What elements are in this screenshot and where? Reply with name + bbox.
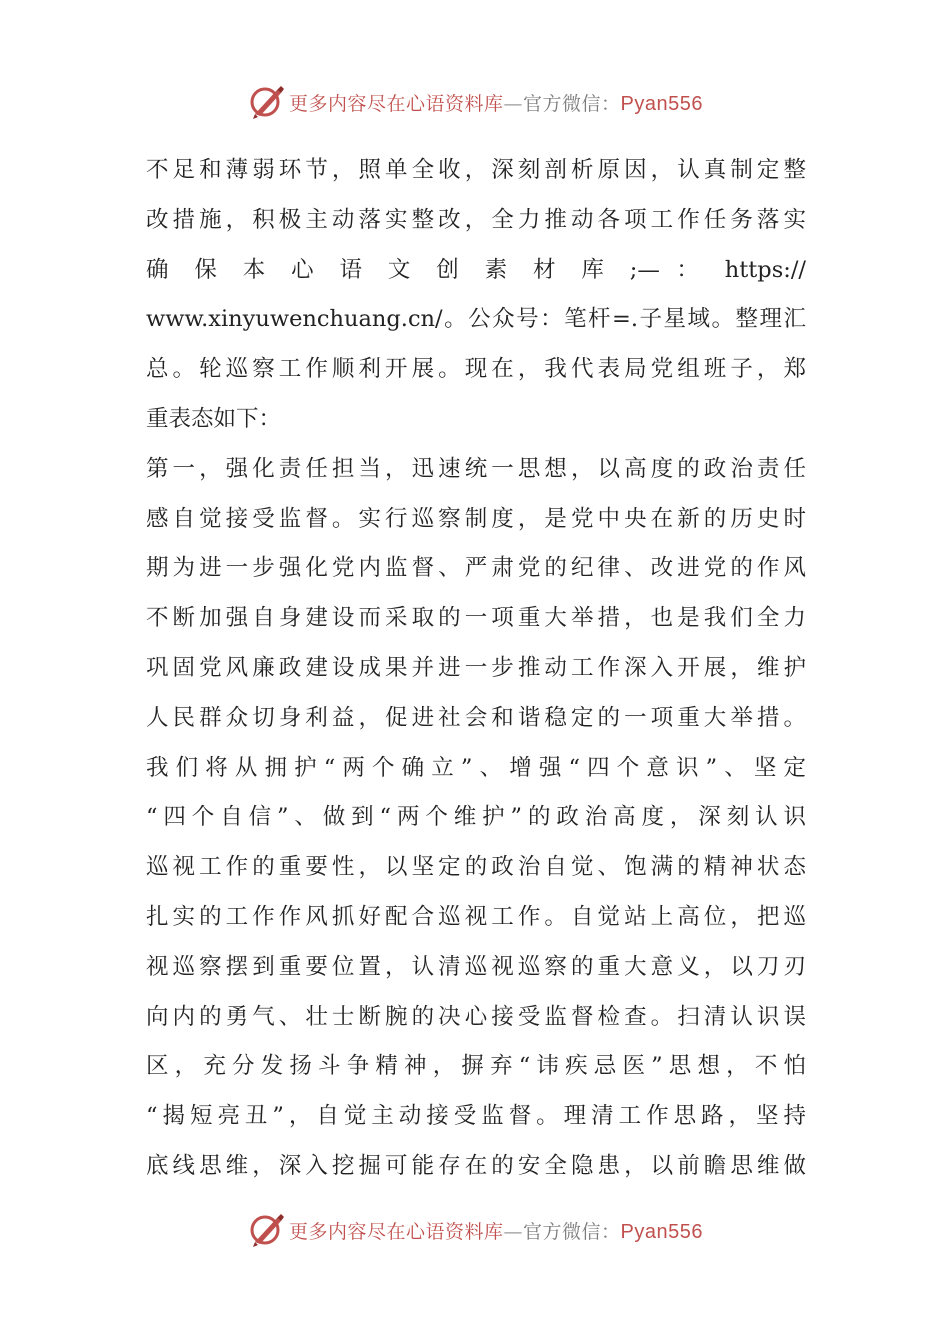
body-line-15: 巡视工作的重要性，以坚定的政治自觉、饱满的精神状态 <box>146 854 806 881</box>
footer-wechat-label: 官方微信： <box>523 1220 621 1243</box>
header-wechat-label: 官方微信： <box>523 92 621 115</box>
body-line-18: 向内的勇气、壮士断腕的决心接受监督检查。扫清认识误 <box>146 1003 806 1030</box>
pen-logo-icon <box>247 82 287 122</box>
pen-logo-icon <box>247 1210 287 1250</box>
body-line-8: 感自觉接受监督。实行巡察制度，是党中央在新的历史时 <box>146 505 806 532</box>
body-line-7: 第一，强化责任担当，迅速统一思想，以高度的政治责任 <box>146 455 806 482</box>
body-line-10: 不断加强自身建设而采取的一项重大举措，也是我们全力 <box>146 605 806 632</box>
body-line-13: 我们将从拥护“两个确立”、增强“四个意识”、坚定 <box>146 754 806 781</box>
footer-wechat-id: Pyan556 <box>620 1220 703 1243</box>
body-line-20: “揭短亮丑”，自觉主动接受监督。理清工作思路，坚持 <box>146 1103 806 1130</box>
body-line-12: 人民群众切身利益，促进社会和谐稳定的一项重大举措。 <box>146 704 806 731</box>
body-line-19: 区，充分发扬斗争精神，摒弃“讳疾忌医”思想，不怕 <box>146 1053 806 1080</box>
body-line-11: 巩固党风廉政建设成果并进一步推动工作深入开展，维护 <box>146 654 806 681</box>
body-line-3-text: 确 保 本 心 语 文 创 素 材 库 ;— ： https:// <box>146 256 806 283</box>
body-line-5: 总。轮巡察工作顺利开展。现在，我代表局党组班子，郑 <box>146 356 806 383</box>
header-wechat-id: Pyan556 <box>620 92 703 115</box>
body-line-9: 期为进一步强化党内监督、严肃党的纪律、改进党的作风 <box>146 555 806 582</box>
body-line-21: 底线思维，深入挖掘可能存在的安全隐患，以前瞻思维做 <box>146 1152 806 1179</box>
body-line-14: “四个自信”、做到“两个维护”的政治高度，深刻认识 <box>146 804 806 831</box>
footer-banner-text <box>289 1217 703 1244</box>
body-line-2: 改措施，积极主动落实整改，全力推动各项工作任务落实 <box>146 206 806 233</box>
header-banner <box>0 80 950 124</box>
header-banner-text <box>289 89 703 116</box>
footer-banner <box>0 1208 950 1252</box>
body-line-6: 重表态如下： <box>146 405 282 432</box>
document-body <box>146 146 806 1192</box>
header-site-text: 更多内容尽在心语资料库 <box>289 92 504 115</box>
body-line-3 <box>146 246 806 296</box>
body-line-1: 不足和薄弱环节，照单全收，深刻剖析原因，认真制定整 <box>146 157 806 183</box>
body-line-17: 视巡察摆到重要位置，认清巡视巡察的重大意义，以刀刃 <box>146 953 806 980</box>
body-line-16: 扎实的工作作风抓好配合巡视工作。自觉站上高位，把巡 <box>146 903 806 930</box>
footer-site-text: 更多内容尽在心语资料库 <box>289 1220 504 1243</box>
footer-dash: — <box>503 1220 524 1243</box>
header-dash: — <box>503 92 524 115</box>
body-line-4: www.xinyuwenchuang.cn/。公众号：笔杆=.子星域。整理汇 <box>146 306 806 333</box>
